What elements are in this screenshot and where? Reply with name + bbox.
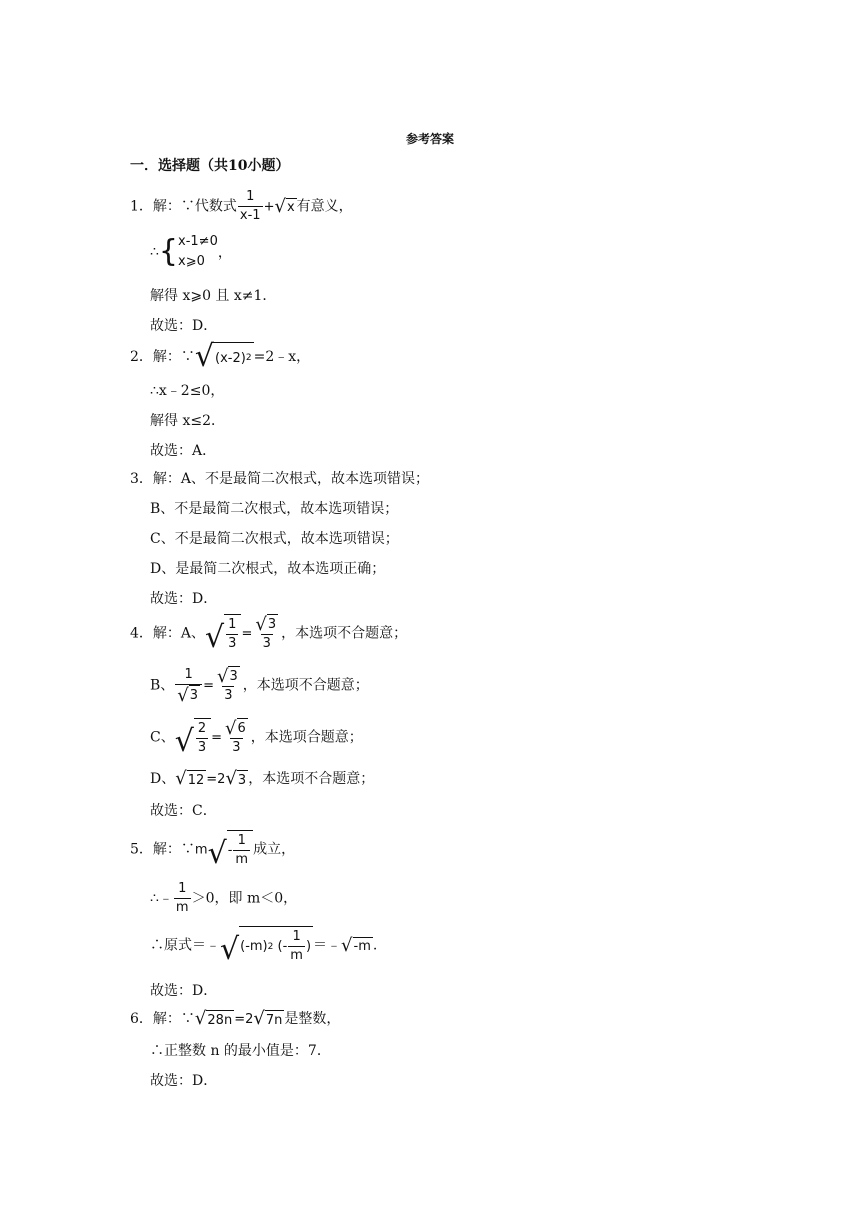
q5-answer: 故选：D．	[150, 983, 218, 999]
q2-line3: 解得 x≤2．	[150, 413, 225, 429]
q4-option-c: C、 √ 2 3 = √ 6 3 ，本选项合题意；	[150, 718, 363, 759]
q3-line2: B、不是最简二次根式，故本选项错误；	[150, 501, 399, 517]
q1-answer: 故选：D．	[150, 318, 218, 334]
q3-line1: 3．解：A、不是最简二次根式，故本选项错误；	[130, 471, 430, 487]
q5-line2: ∴﹣ $\frac{1}{m}$ ＞0，即 m＜0，	[150, 881, 298, 915]
q2-line1: 2．解：∵ √ (x-2) 2 =2﹣x，	[130, 339, 311, 374]
q2-line2: ∴x﹣2≤0，	[150, 383, 225, 399]
q6-answer: 故选：D．	[150, 1073, 218, 1089]
q6-line1: 6．解：∵ √ 28n =2 √ 7n 是整数，	[130, 1008, 341, 1029]
q2-radical: √ (x-2) 2	[194, 339, 252, 374]
section-heading: 一．选择题（共10小题）	[130, 158, 290, 174]
q1-system: ∴{ x-1≠0 x⩾0 ，	[150, 234, 232, 269]
q4-option-a: 4．解：A、 √ 1 3 = √ 3 3 ，本选项不合题意；	[130, 614, 408, 655]
q3-answer: 故选：D．	[150, 591, 218, 607]
q4-option-b: B、 1 √ 3 = √ 3 3 ，本选项不合题意；	[150, 666, 369, 706]
q3-line3: C、不是最简二次根式，故本选项错误；	[150, 531, 399, 547]
q6-line2: ∴正整数 n 的最小值是：7．	[150, 1043, 331, 1059]
q1-radical: √ x	[274, 195, 295, 217]
q2-answer: 故选：A．	[150, 443, 217, 459]
q1-fraction: $\frac{1}{x-1}$	[239, 189, 261, 223]
q5-line1: 5．解：∵m √ - 1 m 成立，	[130, 830, 295, 869]
q3-line4: D、是最简二次根式，故本选项正确；	[150, 561, 386, 577]
q1-line1: 1．解：∵代数式 $\frac{1}{x-1}$ + √ x 有意义，	[130, 189, 353, 223]
page-title: 参考答案	[405, 132, 454, 146]
q4-option-d: D、 √ 12 =2 √ 3 ，本选项不合题意；	[150, 768, 375, 789]
q5-line3: ∴原式＝﹣ √ (-m) 2 (- 1 m ) ＝﹣ √ -m .	[150, 926, 377, 965]
q1-line3: 解得 x⩾0 且 x≠1．	[150, 288, 277, 304]
q4-answer: 故选：C．	[150, 803, 217, 819]
